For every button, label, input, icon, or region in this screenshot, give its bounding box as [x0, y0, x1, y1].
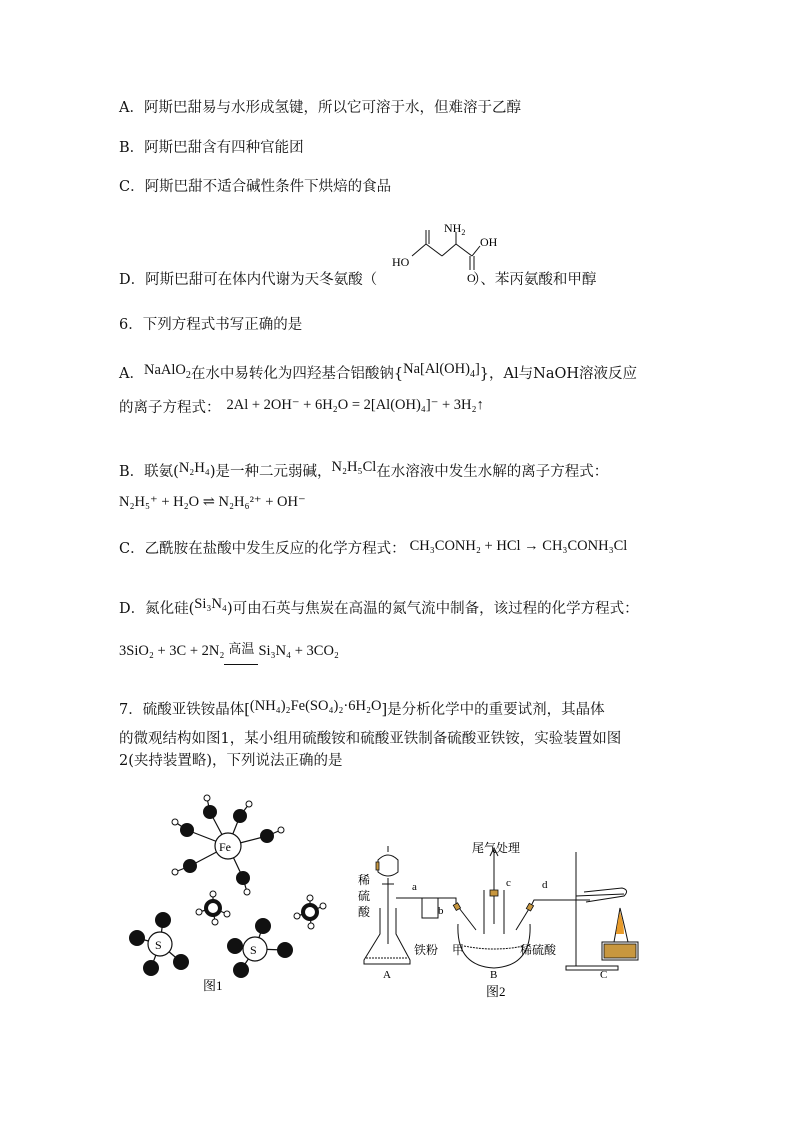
option-6a-text: 在水中易转化为四羟基合铝酸钠{ — [190, 366, 404, 382]
option-5a: A．阿斯巴甜易与水形成氢键，所以它可溶于水，但难溶于乙醇 — [119, 100, 521, 116]
option-6a-label: A． — [119, 366, 144, 382]
question-7-line1 — [119, 700, 605, 720]
figure-2-apparatus — [352, 838, 644, 1000]
apparatus-a-label: A — [383, 969, 391, 981]
equation-6c: CH₃CONH₂ + HCl → CH₃CONH₃Cl — [409, 538, 628, 554]
equation-6a: 2Al + 2OH⁻ + 6H₂O = 2[Al(OH)₄]⁻ + 3H₂↑ — [226, 397, 484, 413]
acid-label-2: 硫 — [358, 889, 371, 903]
s-atom-left-label: S — [155, 938, 162, 952]
carbonyl-oxygen-label: O — [467, 271, 476, 284]
formula-n2h5cl: N₂H₅Cl — [331, 459, 377, 475]
figure-1-crystal-structure — [125, 792, 340, 1002]
valve-d-label: d — [542, 879, 548, 891]
apparatus-c-label: C — [600, 969, 608, 981]
acid-label-1: 稀 — [358, 873, 371, 887]
option-6a — [119, 361, 637, 384]
option-6a-text2: }，Al与NaOH溶液反应 — [479, 366, 637, 382]
condition-label: 高温 — [228, 642, 255, 657]
dilute-acid-label: 稀硫酸 — [520, 943, 557, 957]
formula-na-al-oh4: $Na[Al(OH)_4]$ — [403, 361, 480, 380]
figure-1-caption: 图1 — [203, 978, 223, 993]
option-6c-text: C．乙酰胺在盐酸中发生反应的化学方程式： — [119, 541, 406, 557]
iron-powder-label: 铁粉 — [414, 943, 439, 957]
equation-6d — [119, 641, 339, 661]
option-6b-text2: 在水溶液中发生水解的离子方程式： — [376, 464, 609, 480]
option-6c — [119, 539, 627, 559]
option-6b-label: B．联氨( — [119, 464, 179, 480]
valve-c-label: c — [506, 877, 511, 889]
tail-gas-label: 尾气处理 — [472, 841, 521, 855]
equation-6d-left: 3SiO₂ + 3C + 2N₂ — [119, 643, 225, 659]
hydroxyl-left-label: HO — [392, 255, 410, 269]
figure-2-caption: 图2 — [486, 984, 506, 999]
option-6b — [119, 459, 609, 482]
hydroxyl-right-label: OH — [480, 235, 498, 249]
option-5b: B．阿斯巴甜含有四种官能团 — [119, 140, 304, 156]
option-6d-text: )可由石英与焦炭在高温的氮气流中制备，该过程的化学方程式： — [226, 601, 639, 617]
question-7-text: ]是分析化学中的重要试剂，其晶体 — [381, 702, 605, 718]
formula-ammonium-iron-sulfate: (NH₄)₂Fe(SO₄)₂·6H₂O — [249, 698, 382, 714]
acid-label-3: 酸 — [358, 905, 371, 919]
fe-atom-label: Fe — [219, 840, 231, 854]
option-6d-label: D．氮化硅( — [119, 601, 195, 617]
question-7-line3: 2(夹持装置略)，下列说法正确的是 — [119, 753, 343, 769]
condition-high-temperature — [224, 642, 258, 657]
formula-naalo2: NaAlO$_2$ — [143, 362, 191, 381]
question-7-line2: 的微观结构如图1，某小组用硫酸铵和硫酸亚铁制备硫酸亚铁铵，实验装置如图 — [119, 731, 622, 747]
apparatus-b-label: B — [490, 969, 498, 981]
option-5d-suffix: ）、苯丙氨酸和甲醇 — [473, 272, 597, 288]
valve-a-label: a — [412, 881, 417, 893]
option-6a-line2-text: 的离子方程式： — [119, 400, 221, 416]
option-6d — [119, 596, 639, 619]
option-5d-prefix: D．阿斯巴甜可在体内代谢为天冬氨酸（ — [119, 272, 378, 288]
s-atom-right-label: S — [250, 943, 257, 957]
option-5d — [119, 270, 596, 290]
option-6a-line2 — [119, 398, 484, 418]
question-7-prefix: 7．硫酸亚铁铵晶体[ — [119, 702, 250, 718]
jia-label: 甲 — [452, 943, 465, 957]
option-5c: C．阿斯巴甜不适合碱性条件下烘焙的食品 — [119, 179, 392, 195]
formula-si3n4: Si₃N₄ — [194, 596, 227, 612]
equation-6b: N₂H₅⁺ + H₂O ⇌ N₂H₆²⁺ + OH⁻ — [119, 494, 306, 510]
amino-group-label: $NH_2$ — [444, 222, 466, 237]
option-6b-text: )是一种二元弱碱， — [209, 464, 332, 480]
formula-n2h4: N₂H₄ — [178, 460, 210, 476]
question-6-stem: 6．下列方程式书写正确的是 — [119, 317, 303, 333]
valve-b-label: b — [438, 905, 444, 917]
equation-6d-right: Si₃N₄ + 3CO₂ — [258, 643, 339, 659]
